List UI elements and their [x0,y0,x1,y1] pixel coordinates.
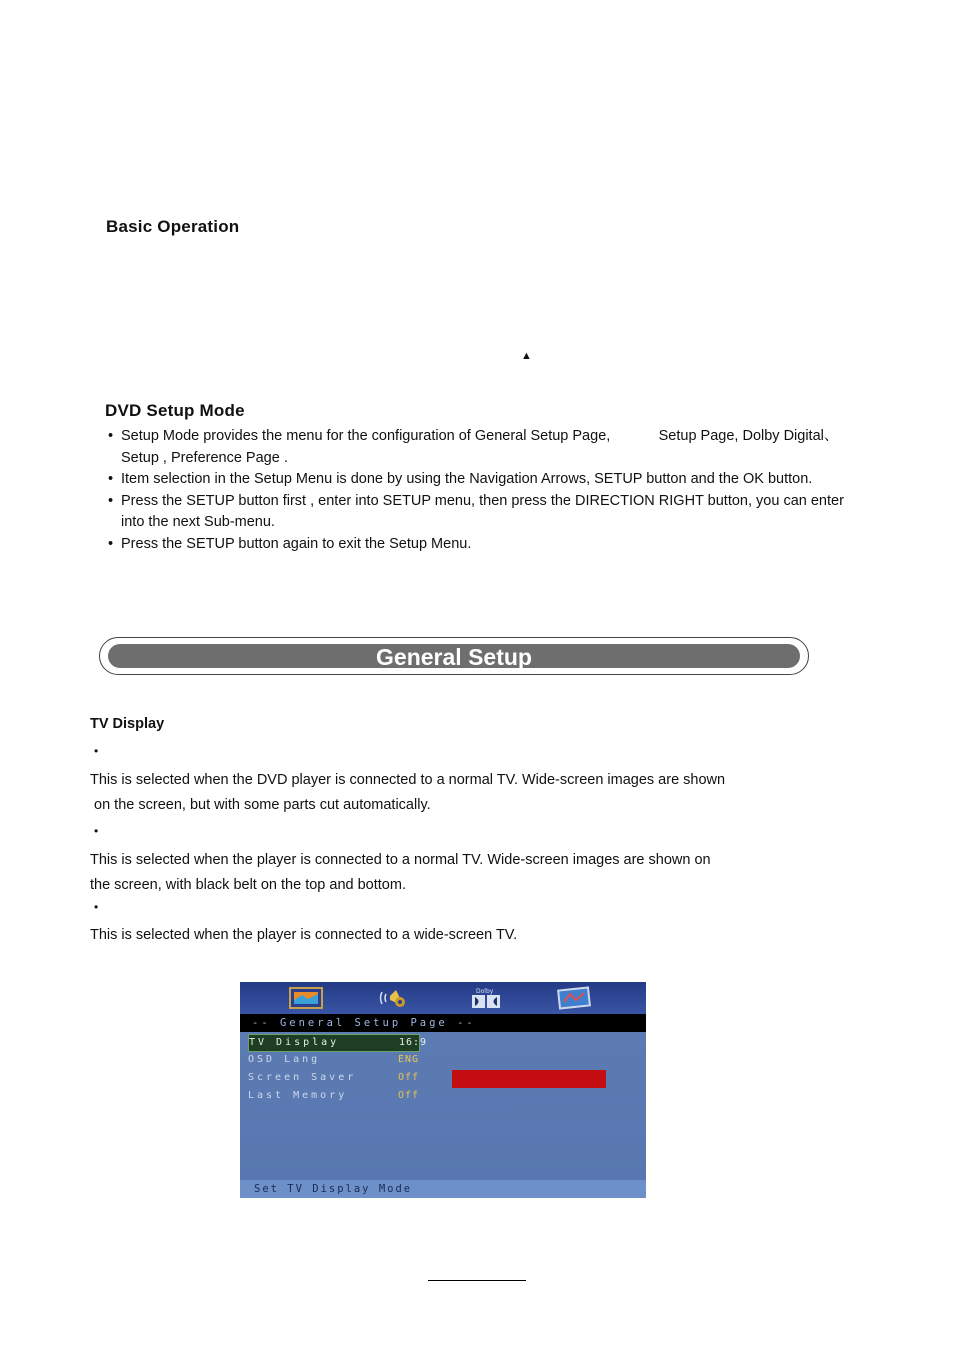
osd-row-tv-display[interactable]: TV Display 16:9 [248,1034,420,1052]
paragraph-line: This is selected when the DVD player is connected to a normal TV. Wide-screen images are shown [90,772,726,788]
dolby-icon [468,986,504,1010]
paragraph-line: This is selected when the player is connected to a wide-screen TV. [90,927,518,943]
osd-row-last-memory[interactable]: Last Memory Off [248,1090,420,1101]
general-setup-banner [99,637,809,675]
osd-icon-bar [240,982,646,1014]
dvd-setup-heading: DVD Setup Mode [105,401,245,420]
audio-setup-icon [378,986,414,1010]
footer-divider [428,1280,526,1281]
osd-menu-body [240,1032,646,1180]
list-item: • Item selection in the Setup Menu is done by using the Navigation Arrows, SETUP button and the OK button. [108,469,848,491]
osd-row-screen-saver[interactable]: Screen Saver Off [248,1072,420,1083]
list-item: • Press the SETUP button first , enter into SETUP menu, then press the DIRECTION RIGHT button, you can enter into the next Sub-menu. [108,491,848,534]
osd-row-osd-lang[interactable]: OSD Lang ENG [248,1054,420,1065]
bullet-mark: • [94,900,99,914]
osd-screenshot [240,982,646,1198]
osd-page-title: -- General Setup Page -- [240,1014,646,1032]
bullet-mark: • [94,824,99,838]
preference-icon [556,986,592,1010]
osd-red-highlight [452,1070,606,1088]
list-item: • Setup Mode provides the menu for the configuration of General Setup Page, Setup Page, Dolby Digital、Setup , Preference Page . [108,426,848,469]
general-setup-icon [288,986,324,1010]
osd-status-bar: Set TV Display Mode [240,1180,646,1198]
banner-title: General Setup [108,644,800,668]
up-arrow-icon: ▲ [521,350,532,362]
paragraph-line: on the screen, but with some parts cut automatically. [90,797,431,813]
tv-display-heading: TV Display [90,716,165,732]
basic-operation-heading: Basic Operation [106,217,240,236]
bullet-mark: • [94,744,99,758]
paragraph-line: the screen, with black belt on the top and bottom. [90,877,406,893]
dvd-setup-bullet-list [108,426,848,555]
svg-text:Dolby: Dolby [476,988,494,995]
paragraph-line: This is selected when the player is connected to a normal TV. Wide-screen images are shown on [90,852,711,868]
list-item: • Press the SETUP button again to exit the Setup Menu. [108,534,848,556]
